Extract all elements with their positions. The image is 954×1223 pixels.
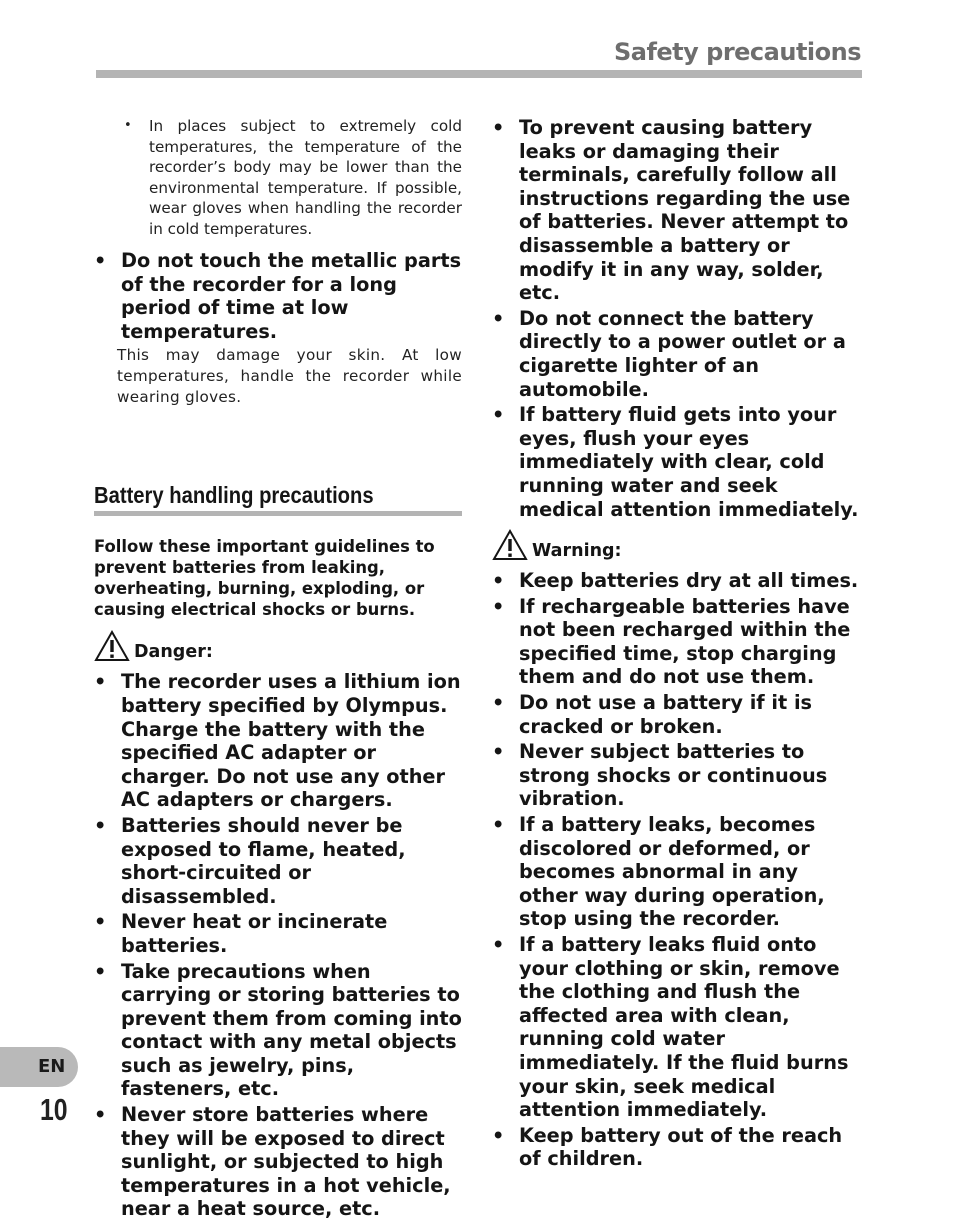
list-item-text: Never heat or incinerate batteries. bbox=[121, 910, 388, 957]
bullet-marker: • bbox=[492, 594, 505, 618]
list-item bbox=[94, 960, 462, 1102]
warning-icon bbox=[492, 529, 528, 561]
bullet-marker: • bbox=[94, 813, 107, 837]
list-item bbox=[492, 813, 862, 931]
bullet-marker: • bbox=[492, 1123, 505, 1147]
language-tab-label: EN bbox=[38, 1056, 66, 1077]
bullet-marker: • bbox=[492, 691, 505, 715]
sub-bullet-item bbox=[94, 116, 462, 239]
section-heading bbox=[94, 482, 462, 516]
bullet-marker: • bbox=[492, 116, 505, 139]
sub-bullet-text: In places subject to extremely cold temperatures, the temperature of the recorder’s body may be lower than the environmental temperature. If possible, wear gloves when handling the recorder in cold temperatures. bbox=[149, 117, 462, 238]
list-item-text: If battery fluid gets into your eyes, flush your eyes immediately with clear, cold running water and seek medical attention immediately. bbox=[519, 403, 859, 521]
list-item-text: Never subject batteries to strong shocks or continuous vibration. bbox=[519, 740, 828, 811]
list-item bbox=[94, 814, 462, 908]
bullet-marker: • bbox=[492, 403, 505, 427]
list-item-text: If rechargeable batteries have not been recharged within the specified time, stop charging them and do not use them. bbox=[519, 594, 851, 689]
sub-bullet-marker: • bbox=[124, 118, 132, 133]
section-rule bbox=[94, 511, 462, 516]
list-item bbox=[94, 670, 462, 812]
list-item bbox=[492, 933, 862, 1122]
bullet-marker: • bbox=[492, 306, 505, 330]
danger-list bbox=[94, 670, 462, 1221]
list-item bbox=[492, 740, 862, 811]
list-item bbox=[94, 910, 462, 957]
list-item bbox=[492, 595, 862, 689]
bullet-marker: • bbox=[94, 959, 107, 983]
language-tab bbox=[0, 1047, 78, 1087]
bullet-marker: • bbox=[94, 1103, 107, 1127]
page-header-title: Safety precautions bbox=[613, 38, 861, 66]
header-rule bbox=[96, 70, 862, 78]
section-title: Battery handling precautions bbox=[94, 482, 374, 509]
danger-label: Danger: bbox=[134, 642, 213, 663]
list-item bbox=[492, 569, 862, 593]
list-item-text: Keep battery out of the reach of children. bbox=[519, 1123, 843, 1171]
list-item bbox=[94, 1103, 462, 1221]
list-item-text: Do not use a battery if it is cracked or broken. bbox=[519, 691, 813, 738]
list-item-text: Take precautions when carrying or storing batteries to prevent them from coming into contact with any metal objects such as jewelry, pins, fasteners, etc. bbox=[121, 959, 462, 1101]
page-number: 10 bbox=[40, 1092, 68, 1127]
list-item bbox=[492, 1124, 862, 1171]
list-item bbox=[492, 116, 862, 305]
list-item-text: The recorder uses a lithium ion battery specified by Olympus. Charge the battery with the specified AC adapter or charger. Do not use any other AC adapters or chargers. bbox=[121, 670, 461, 812]
list-item bbox=[492, 691, 862, 738]
list-item-text: If a battery leaks fluid onto your clothing or skin, remove the clothing and flush the affected area with clean, running cold water immediately. If the fluid burns your skin, seek medical attention immediately. bbox=[519, 933, 849, 1122]
bullet-marker: • bbox=[94, 670, 107, 694]
list-item-text: If a battery leaks, becomes discolored or deformed, or becomes abnormal in any other way during operation, stop using the recorder. bbox=[519, 813, 825, 931]
warning-label: Warning: bbox=[532, 541, 622, 562]
warning-heading bbox=[492, 529, 862, 561]
list-item bbox=[492, 403, 862, 521]
bullet-marker: • bbox=[492, 569, 505, 593]
left-column bbox=[94, 116, 462, 1223]
danger-heading bbox=[94, 630, 462, 662]
bullet-marker: • bbox=[492, 740, 505, 764]
section-intro: Follow these important guidelines to prevent batteries from leaking, overheating, burning, exploding, or causing electrical shocks or burns. bbox=[94, 537, 435, 620]
list-item-text: Never store batteries where they will be exposed to direct sunlight, or subjected to high temperatures in a hot vehicle, near a heat source, etc. bbox=[121, 1103, 451, 1221]
bullet-marker: • bbox=[492, 933, 505, 956]
bullet-marker: • bbox=[492, 813, 505, 837]
list-item-text: Keep batteries dry at all times. bbox=[519, 569, 859, 593]
bullet-item bbox=[94, 249, 462, 343]
danger-list-continued bbox=[492, 116, 862, 521]
bullet-text: Do not touch the metallic parts of the recorder for a long period of time at low temperatures. bbox=[121, 249, 462, 343]
danger-icon bbox=[94, 630, 130, 662]
list-item-text: Batteries should never be exposed to flame, heated, short-circuited or disassembled. bbox=[121, 813, 406, 908]
list-item-text: Do not connect the battery directly to a power outlet or a cigarette lighter of an automobile. bbox=[519, 306, 846, 401]
bullet-description: This may damage your skin. At low temperatures, handle the recorder while wearing gloves. bbox=[117, 346, 462, 407]
bullet-marker: • bbox=[94, 910, 107, 934]
list-item-text: To prevent causing battery leaks or damaging their terminals, carefully follow all instructions regarding the use of batteries. Never attempt to disassemble a battery or modify it in any way, solder, etc. bbox=[519, 116, 851, 305]
warning-list bbox=[492, 569, 862, 1171]
right-column bbox=[492, 116, 862, 1173]
list-item bbox=[492, 307, 862, 401]
bullet-marker: • bbox=[94, 249, 107, 272]
